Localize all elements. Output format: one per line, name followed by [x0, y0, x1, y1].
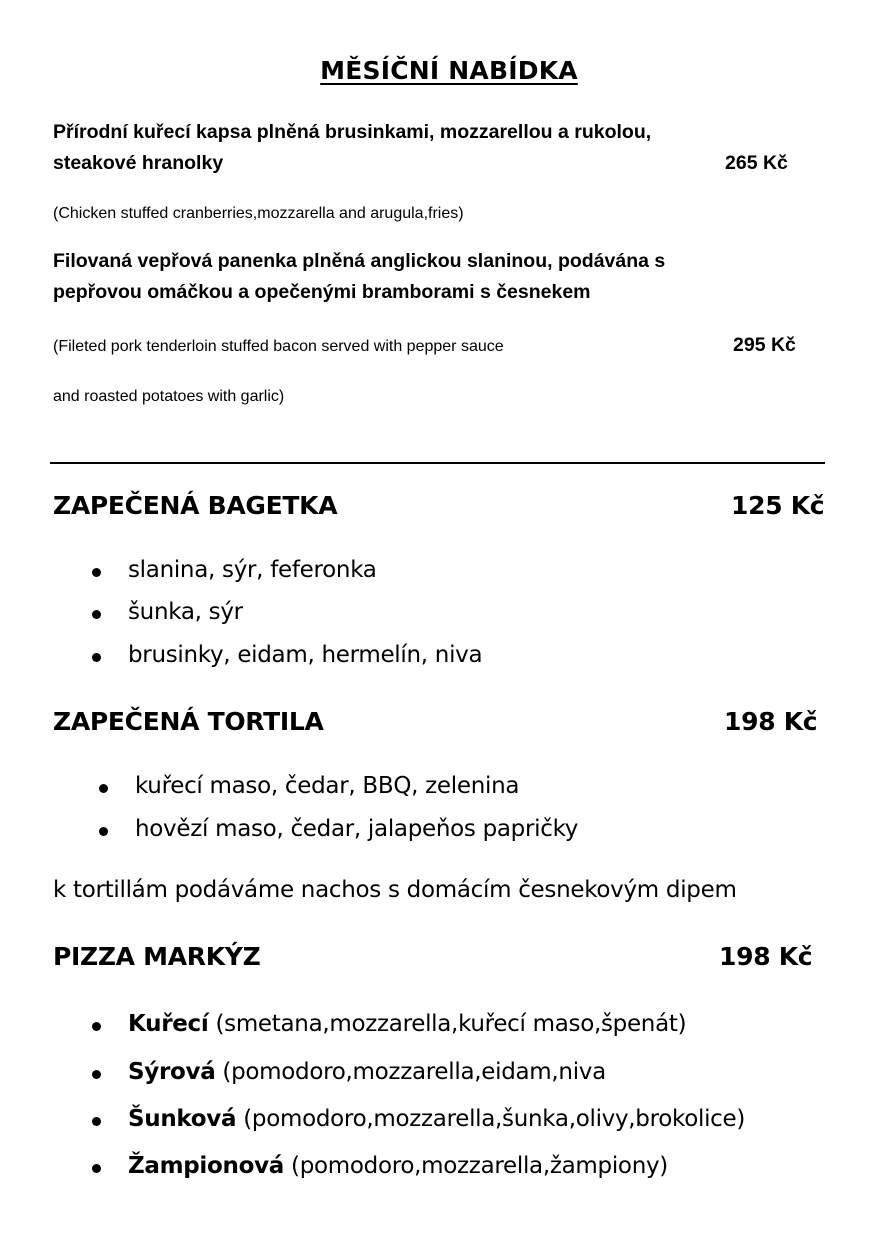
pizza-desc: (smetana,mozzarella,kuřecí maso,špenát) — [208, 1011, 687, 1037]
special-1-english: (Chicken stuffed cranberries,mozzarella and arugula,fries) — [53, 205, 464, 222]
section-divider — [50, 462, 825, 464]
special-2-name-line2: pepřovou omáčkou a opečenými bramborami s česnekem — [53, 281, 591, 303]
bullet-icon — [92, 1022, 101, 1031]
special-1-name-line1: Přírodní kuřecí kapsa plněná brusinkami, mozzarellou a rukolou, — [53, 121, 652, 143]
list-item — [0, 1011, 874, 1059]
baguette-price: 125 Kč — [731, 491, 825, 520]
pizza-name: Žampionová — [128, 1153, 285, 1179]
baguette-heading: ZAPEČENÁ BAGETKA — [53, 491, 338, 520]
pizza-name: Kuřecí — [128, 1011, 209, 1037]
list-item: kuřecí maso, čedar, BBQ, zelenina — [0, 773, 874, 816]
baguette-list — [0, 557, 874, 684]
pizza-price: 198 Kč — [719, 942, 813, 971]
special-2-price: 295 Kč — [733, 334, 796, 356]
tortilla-heading: ZAPEČENÁ TORTILA — [53, 707, 324, 736]
pizza-desc: (pomodoro,mozzarella,šunka,olivy,brokolice) — [236, 1106, 746, 1132]
pizza-name: Šunková — [128, 1106, 237, 1132]
bullet-icon — [92, 653, 101, 662]
special-1-name-line2: steakové hranolky — [53, 152, 224, 174]
bullet-icon — [92, 1117, 101, 1126]
pizza-desc: (pomodoro,mozzarella,žampiony) — [284, 1153, 668, 1179]
list-item — [0, 1153, 874, 1200]
tortilla-list — [0, 773, 874, 859]
bullet-icon — [92, 568, 101, 577]
special-2-english-line2: and roasted potatoes with garlic) — [53, 388, 285, 405]
list-item: brusinky, eidam, hermelín, niva — [0, 642, 874, 684]
pizza-desc: (pomodoro,mozzarella,eidam,niva — [215, 1059, 606, 1085]
pizza-name: Sýrová — [128, 1059, 216, 1085]
page-title: MĚSÍČNÍ NABÍDKA — [320, 56, 578, 85]
list-item — [0, 1059, 874, 1106]
special-2-english-line1: (Fileted pork tenderloin stuffed bacon served with pepper sauce — [53, 338, 504, 355]
pizza-heading: PIZZA MARKÝZ — [53, 942, 261, 971]
bullet-icon — [99, 827, 108, 836]
bullet-icon — [99, 784, 108, 793]
list-item: hovězí maso, čedar, jalapeňos papričky — [0, 816, 874, 859]
bullet-icon — [92, 1164, 101, 1173]
special-1-price: 265 Kč — [725, 152, 788, 174]
tortilla-price: 198 Kč — [724, 707, 818, 736]
bullet-icon — [92, 610, 101, 619]
tortilla-note: k tortillám podáváme nachos s domácím česnekovým dipem — [53, 877, 737, 903]
bullet-icon — [92, 1070, 101, 1079]
list-item: slanina, sýr, feferonka — [0, 557, 874, 599]
special-2-name-line1: Filovaná vepřová panenka plněná anglickou slaninou, podávána s — [53, 250, 666, 272]
pizza-list — [0, 1011, 874, 1200]
list-item: šunka, sýr — [0, 599, 874, 642]
list-item — [0, 1106, 874, 1153]
